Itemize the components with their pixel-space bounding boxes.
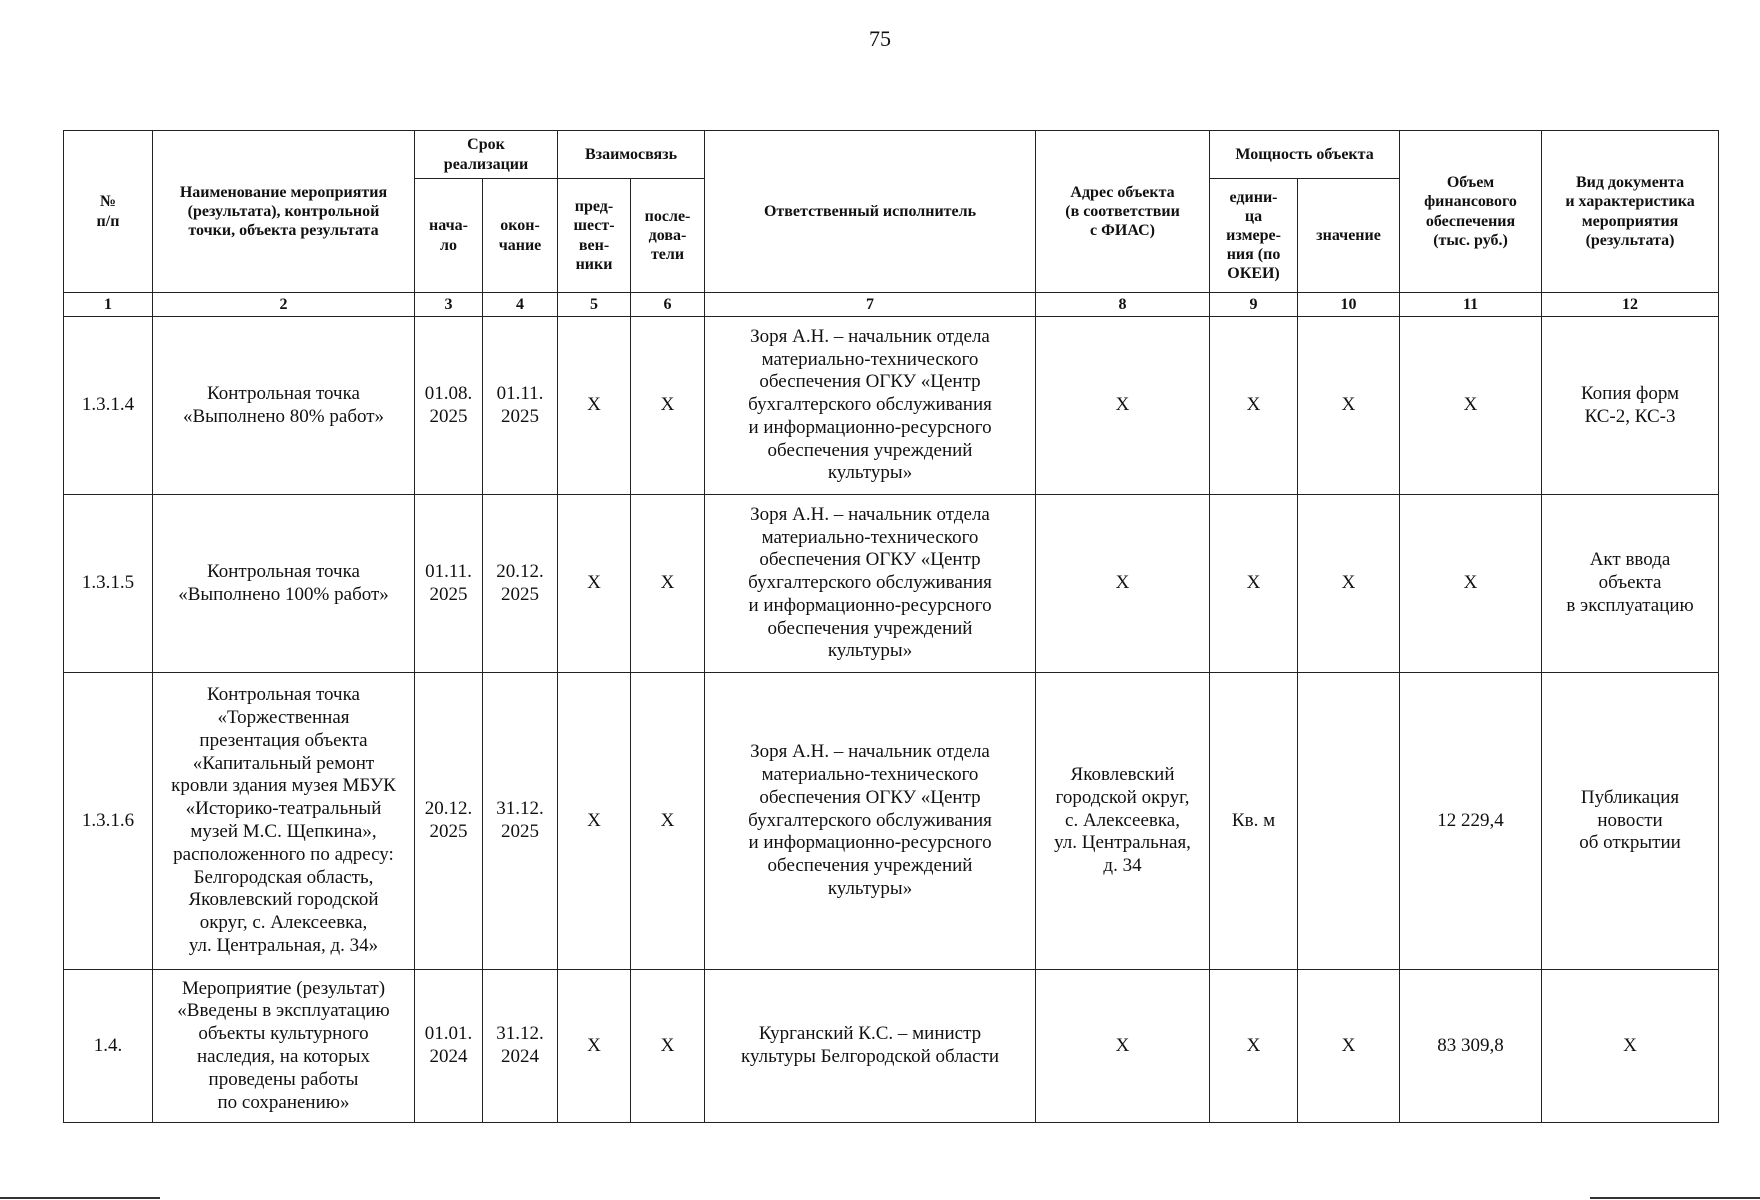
cell-funding: 12 229,4 <box>1400 673 1542 970</box>
header-executor: Ответственный исполнитель <box>705 131 1036 293</box>
header-num: № п/п <box>64 131 153 293</box>
header-name: Наименование мероприятия (результата), контрольной точки, объекта результата <box>153 131 415 293</box>
cell-unit: X <box>1210 495 1298 673</box>
table-row <box>64 317 1719 495</box>
header-unit: едини- ца измере- ния (по ОКЕИ) <box>1210 179 1298 293</box>
column-number: 3 <box>415 293 483 317</box>
cell-doc: Акт ввода объекта в эксплуатацию <box>1542 495 1719 673</box>
table-row <box>64 495 1719 673</box>
cell-start: 01.08. 2025 <box>415 317 483 495</box>
table-row <box>64 970 1719 1123</box>
header-funding: Объем финансового обеспечения (тыс. руб.) <box>1400 131 1542 293</box>
column-number: 2 <box>153 293 415 317</box>
cell-num: 1.4. <box>64 970 153 1123</box>
cell-end: 01.11. 2025 <box>483 317 558 495</box>
cell-successors: X <box>631 673 705 970</box>
cell-executor: Зоря А.Н. – начальник отдела материально-технического обеспечения ОГКУ «Центр бухгалтерского обслуживания и информационно-ресурсного обеспечения учреждений культуры» <box>705 317 1036 495</box>
cell-funding: X <box>1400 495 1542 673</box>
cell-executor: Зоря А.Н. – начальник отдела материально-технического обеспечения ОГКУ «Центр бухгалтерского обслуживания и информационно-ресурсного обеспечения учреждений культуры» <box>705 673 1036 970</box>
cell-predecessors: X <box>558 673 631 970</box>
cell-executor: Зоря А.Н. – начальник отдела материально-технического обеспечения ОГКУ «Центр бухгалтерского обслуживания и информационно-ресурсного обеспечения учреждений культуры» <box>705 495 1036 673</box>
column-number: 9 <box>1210 293 1298 317</box>
cell-value <box>1298 673 1400 970</box>
column-number: 4 <box>483 293 558 317</box>
header-start: нача- ло <box>415 179 483 293</box>
plan-table <box>63 130 1719 1123</box>
cell-predecessors: X <box>558 970 631 1123</box>
header-capacity: Мощность объекта <box>1210 131 1400 179</box>
header-row-1 <box>64 131 1719 179</box>
cell-name: Контрольная точка «Торжественная презентация объекта «Капитальный ремонт кровли здания музея МБУК «Историко-театральный музей М.С. Щепкина», расположенного по адресу: Белгородская область, Яковлевский городской округ, с. Алексеевка, ул. Центральная, д. 34» <box>153 673 415 970</box>
cell-num: 1.3.1.6 <box>64 673 153 970</box>
cell-successors: X <box>631 970 705 1123</box>
cell-name: Контрольная точка «Выполнено 80% работ» <box>153 317 415 495</box>
column-number: 1 <box>64 293 153 317</box>
cell-doc: X <box>1542 970 1719 1123</box>
cell-start: 20.12. 2025 <box>415 673 483 970</box>
cell-address: X <box>1036 970 1210 1123</box>
column-number: 7 <box>705 293 1036 317</box>
cell-name: Мероприятие (результат) «Введены в эксплуатацию объекты культурного наследия, на которых проведены работы по сохранению» <box>153 970 415 1123</box>
page-number: 75 <box>869 26 891 51</box>
column-number-row <box>64 293 1719 317</box>
cell-predecessors: X <box>558 495 631 673</box>
scan-edge-line <box>1590 1197 1760 1199</box>
cell-value: X <box>1298 495 1400 673</box>
cell-num: 1.3.1.5 <box>64 495 153 673</box>
cell-end: 20.12. 2025 <box>483 495 558 673</box>
cell-value: X <box>1298 317 1400 495</box>
cell-name: Контрольная точка «Выполнено 100% работ» <box>153 495 415 673</box>
cell-funding: X <box>1400 317 1542 495</box>
cell-unit: X <box>1210 970 1298 1123</box>
cell-start: 01.01. 2024 <box>415 970 483 1123</box>
header-value: значение <box>1298 179 1400 293</box>
header-relation: Взаимосвязь <box>558 131 705 179</box>
header-successors: после- дова- тели <box>631 179 705 293</box>
column-number: 12 <box>1542 293 1719 317</box>
cell-doc: Публикация новости об открытии <box>1542 673 1719 970</box>
cell-predecessors: X <box>558 317 631 495</box>
cell-doc: Копия форм КС-2, КС-3 <box>1542 317 1719 495</box>
header-predecessors: пред- шест- вен- ники <box>558 179 631 293</box>
cell-address: X <box>1036 317 1210 495</box>
column-number: 11 <box>1400 293 1542 317</box>
cell-end: 31.12. 2024 <box>483 970 558 1123</box>
column-number: 10 <box>1298 293 1400 317</box>
cell-num: 1.3.1.4 <box>64 317 153 495</box>
header-address: Адрес объекта (в соответствии с ФИАС) <box>1036 131 1210 293</box>
column-number: 8 <box>1036 293 1210 317</box>
cell-address: X <box>1036 495 1210 673</box>
table-row <box>64 673 1719 970</box>
cell-successors: X <box>631 495 705 673</box>
scan-edge-line <box>0 1197 160 1199</box>
cell-end: 31.12. 2025 <box>483 673 558 970</box>
column-number: 5 <box>558 293 631 317</box>
cell-executor: Курганский К.С. – министр культуры Белгородской области <box>705 970 1036 1123</box>
column-number: 6 <box>631 293 705 317</box>
cell-unit: Кв. м <box>1210 673 1298 970</box>
cell-address: Яковлевский городской округ, с. Алексеевка, ул. Центральная, д. 34 <box>1036 673 1210 970</box>
cell-funding: 83 309,8 <box>1400 970 1542 1123</box>
header-end: окон- чание <box>483 179 558 293</box>
cell-start: 01.11. 2025 <box>415 495 483 673</box>
cell-unit: X <box>1210 317 1298 495</box>
cell-successors: X <box>631 317 705 495</box>
header-doc: Вид документа и характеристика мероприятия (результата) <box>1542 131 1719 293</box>
header-period: Срок реализации <box>415 131 558 179</box>
cell-value: X <box>1298 970 1400 1123</box>
